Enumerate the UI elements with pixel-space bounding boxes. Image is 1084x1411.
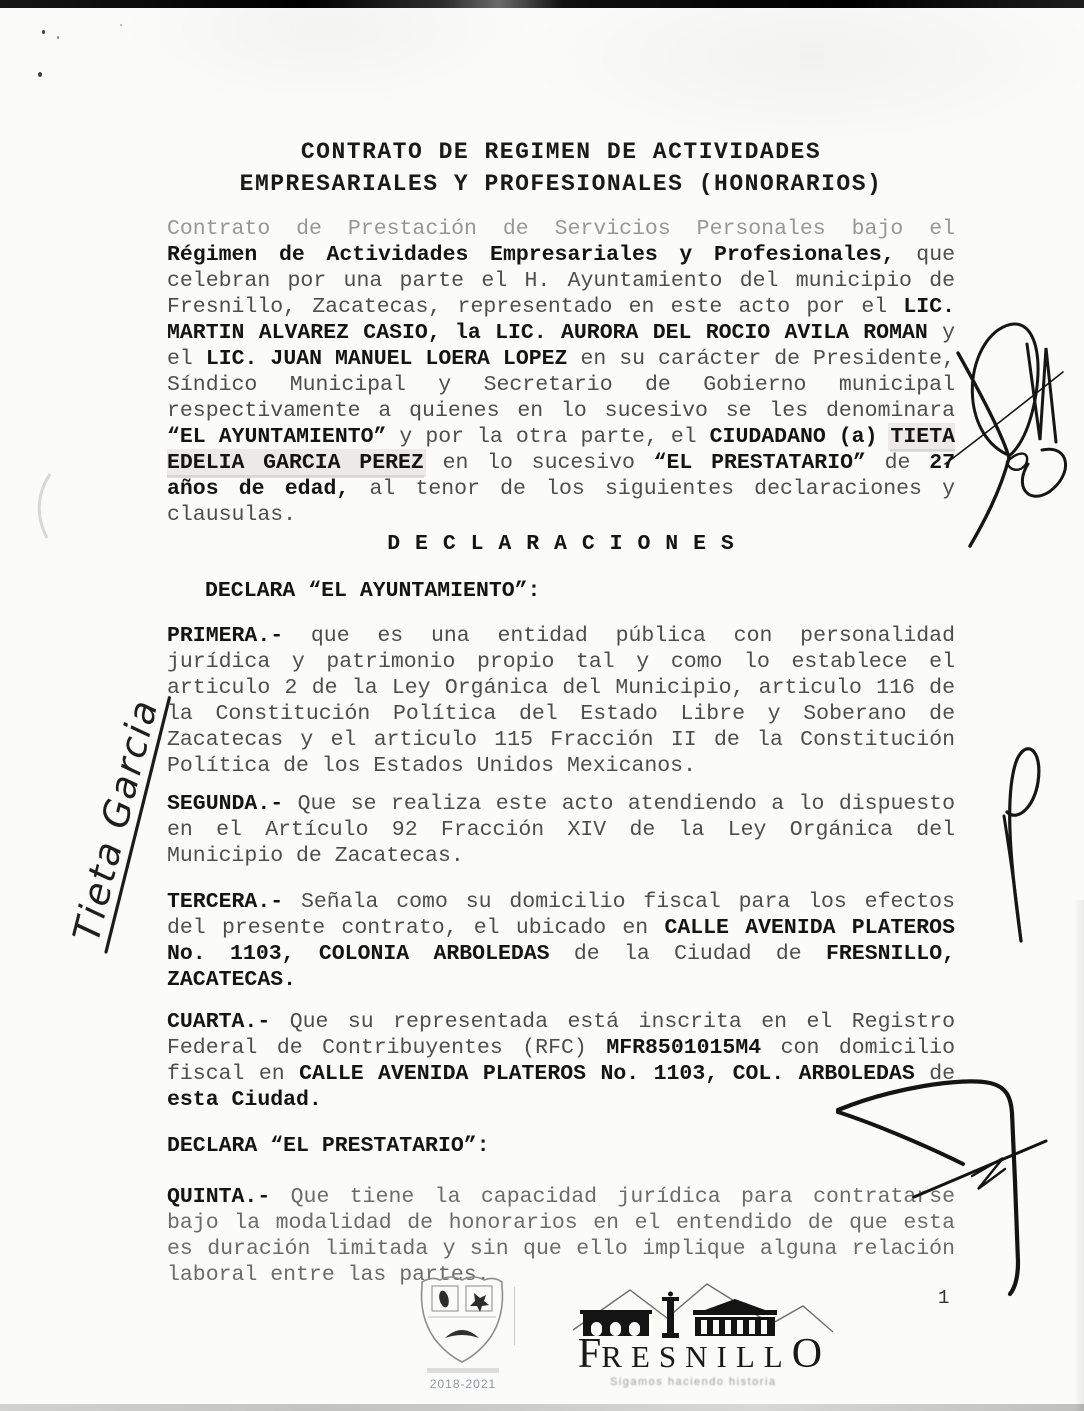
text-run: Contrato de Prestación de Servicios Personales bajo el [167,217,955,241]
text-run: Señala como su domicilio fiscal para los efectos del presente contrato, el ubicado en [167,890,955,940]
text-run: TERCERA.- [167,890,301,914]
text-run: CIUDADANO (a) [709,425,891,449]
text-run: y el [167,321,955,371]
text-run: que celebran por una parte el H. Ayuntamiento del municipio de Fresnillo, Zacatecas, representado en este acto por el [167,243,956,319]
text-run: con domicilio fiscal en [167,1036,955,1086]
text-run: MFR8501015M4 [606,1036,762,1060]
text-run: DECLARA “EL AYUNTAMIENTO”: [205,579,541,603]
text-run: Que tiene la capacidad jurídica para contratarse bajo la modalidad de honorarios en el entendido de que esta es duración limitada y sin que ello implique alguna relación laboral entre las partes. [167,1185,955,1287]
text-run: que es una entidad pública con personalidad jurídica y patrimonio propio tal y como lo establece el articulo 2 de la Ley Orgánica del Municipio, articulo 116 de la Constitución Política del Estado Libre y Soberano de Zacatecas y el articulo 115 Fracción II de la Constitución Política de los Estados Unidos Mexicanos. [167,624,955,778]
footer-divider-line [514,1287,515,1345]
declara-prestatario-heading [167,1133,955,1159]
text-run: PRIMERA.- [167,624,311,648]
document-title [167,136,955,200]
text-run: 27 años de edad, [167,451,956,501]
text-run: al tenor de los siguientes declaraciones y clausulas. [167,477,955,527]
primera-clause [167,623,955,779]
scan-speck [38,72,42,77]
text-run: D E C L A R A C I O N E S [387,532,735,556]
intro-paragraph [167,216,955,528]
text-run: Que se realiza este acto atendiendo a lo dispuesto en el Artículo 92 Fracción XIV de la Ley Orgánica del Municipio de Zacatecas. [167,792,955,868]
text-run: FRESNILLO, ZACATECAS. [167,942,956,992]
wordmark-middle: RESNILL [601,1339,792,1374]
text-run: CALLE AVENIDA PLATEROS No. 1103, COLONIA ARBOLEDAS [167,916,955,966]
text-run: Régimen de Actividades Empresariales y Profesionales, [167,243,895,267]
document-title-line1: CONTRATO DE REGIMEN DE ACTIVIDADES [300,139,822,165]
crest-years: 2018-2021 [429,1377,497,1391]
text-run: “EL AYUNTAMIENTO” [167,425,387,449]
crest-caption-blur [427,1368,499,1373]
text-run: y por la otra parte, el [386,425,710,449]
handwriting-underline-stroke [106,698,169,952]
handwritten-name-text: Tieta Garcia [64,694,167,946]
quinta-clause [167,1184,955,1288]
text-run: LIC. MARTIN ALVAREZ CASIO, la LIC. AURORA DEL ROCIO AVILA ROMAN [167,295,955,345]
declaraciones-heading [167,531,955,557]
municipal-crest-logo [408,1272,523,1399]
pen-loop-right-margin [1004,749,1039,941]
scan-speck [57,36,59,39]
wordmark-final: O [791,1331,823,1377]
text-run: Que su representada está inscrita en el Registro Federal de Contribuyentes (RFC) [167,1010,955,1060]
fresnillo-tagline: Sigamos haciendo historia [610,1376,777,1388]
text-column [167,0,955,1411]
page-number: 1 [938,1287,950,1309]
scan-edge-right-shadow [1074,900,1084,1411]
text-run: LIC. JUAN MANUEL LOERA LOPEZ [205,347,568,371]
fresnillo-wordmark [552,1331,848,1378]
text-run: de [865,451,930,475]
text-run: TIETA EDELIA GARCIA PEREZ [167,425,955,475]
text-run: SEGUNDA.- [167,792,298,816]
signature-scribble-top-right [945,324,1066,546]
document-title-line2: EMPRESARIALES Y PROFESIONALES (HONORARIOS) [239,171,883,197]
text-run: esta Ciudad. [167,1088,322,1112]
wordmark-initial: F [577,1331,602,1377]
text-run: “EL PRESTATARIO” [653,451,866,475]
scan-speck [120,24,122,26]
text-run: de la Ciudad de [549,942,826,966]
faint-stray-mark [39,474,50,538]
text-run: CALLE AVENIDA PLATEROS No. 1103, COL. ARBOLEDAS [299,1062,915,1086]
tercera-clause [167,889,955,993]
fresnillo-logo [552,1278,848,1388]
segunda-clause [167,791,955,869]
declara-ayuntamiento-heading [167,578,993,604]
text-run: DECLARA “EL PRESTATARIO”: [167,1134,490,1158]
cuarta-clause [167,1009,955,1113]
text-run: de [914,1062,955,1086]
crest-shield-icon [408,1272,523,1394]
text-run: QUINTA.- [167,1185,291,1209]
text-run: en lo sucesivo [423,451,654,475]
text-run: CUARTA.- [167,1010,290,1034]
text-run: en su carácter de Presidente, Síndico Municipal y Secretario de Gobierno municipal respectivamente a quienes en lo sucesivo se les denominara [167,347,955,423]
handwritten-name-annotation [63,687,169,952]
scan-speck [42,30,45,34]
